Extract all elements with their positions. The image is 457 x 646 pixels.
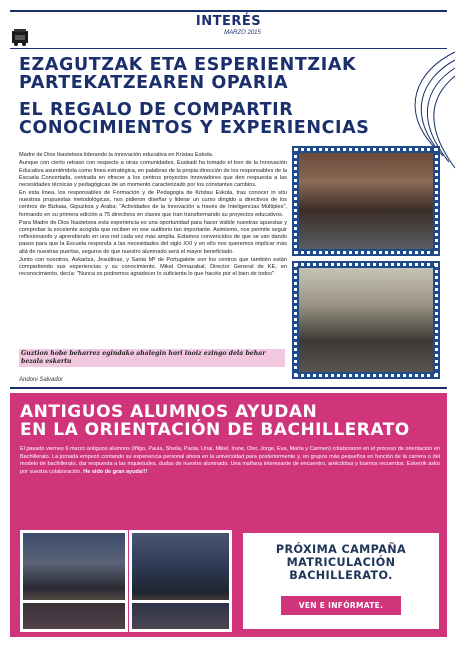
headline-spanish-line-2: CONOCIMIENTOS Y EXPERIENCIAS	[19, 118, 370, 138]
headline-basque	[19, 56, 419, 92]
alumni-photo-4	[129, 600, 232, 632]
headline-spanish-line-1: EL REGALO DE COMPARTIR	[19, 100, 294, 120]
article-paragraph: Para Madre de Dios Ikastetxea esta experiencia es una oportunidad para hacer visible nuestras apuestas y comprobar la excelente acogida que reciben en ese auditorio tan importante. Asimismo, nos permite seguir reflexionando y aprendiendo en una red cada vez más amplia. Estamos convencidos de que se van dando pasos para que la Escuela responda a las necesidades del siglo XXI y en ello nos queremos implicar más allá de nuestras puertas, seguros de que nuestro alumnado será el mayor beneficiado.	[19, 219, 287, 255]
stamp-photo-conference	[292, 146, 440, 256]
article-paragraph: En esta línea, los responsables de Formación y de Pedagogía de Kristau Eskola, tras conocer in situ nuestras propuestas metodológicas, nos pidieron diseñar y liderar un curso dirigido a directivos de los centros de Bizkaia, Gipuzkoa y Araba: "Actividades de la Innovación a través de Inteligencias Múltiples", formando en su primera edición a 75 directivos en claves que tran transformando su proyectos educativos.	[19, 190, 287, 218]
stamp-photo-audience	[292, 261, 440, 379]
campaign-line-1: PRÓXIMA CAMPAÑA	[275, 543, 407, 556]
alumni-title-line-1: ANTIGUOS ALUMNOS AYUDAN	[20, 402, 318, 422]
campaign-line-3: BACHILLERATO.	[289, 569, 393, 582]
alumni-text: El pasado viernes 6 marzo antiguos alumnos (Iñigo, Paula, Sheila, Paola, Unai, Mikel, Irune, Oier, Jorge, Eva, María y Carmen) colaboraron en el proceso de orientación en Bachillerato. La jornada empezó contando su experiencia personal ahora en la universidad para posteriormente y, en grupos más pequeños en función de la carrera o del modelo de bachillerato, dar respuesta a las inquietudes, dudas de nuestro alumnado. Una mañana interesante de encuentro, anécdotas y buenos recuerdos. Eskerrik asko por vuestra colaboración.	[20, 446, 440, 475]
alumni-photo-1	[20, 530, 128, 610]
masthead	[0, 14, 457, 36]
article-body	[19, 152, 287, 280]
stamp-perforation	[294, 148, 438, 254]
headline-basque-line-2: PARTEKATZEAREN OPARIA	[19, 73, 289, 93]
masthead-divider	[10, 48, 447, 49]
campaign-heading	[243, 543, 439, 582]
alumni-section	[10, 393, 447, 637]
masthead-title: INTERÉS	[195, 14, 262, 29]
top-divider	[10, 10, 447, 12]
article-paragraph: Madre de Dios Ikastetxea liderando la innovación educativa en Kristau Eskola.	[19, 152, 214, 158]
article-paragraph: Junto con nosotros, Askartza, Jesuitinas, y Santa Mª de Portugalete son los centros que también están compartiendo sus experiencias y su conocimiento. Mikel Ormazabal, Director General de KE, en reconocimiento, decía: "Nunca os podremos agradecer lo suficiente lo que hacéis por el bien de todos"	[19, 256, 287, 278]
alumni-photo-3	[20, 600, 128, 632]
article-author: Andoni Salvador	[19, 377, 64, 383]
masthead-date: MARZO 2015	[224, 30, 261, 36]
campaign-line-2: MATRICULACIÓN	[286, 556, 396, 569]
headline-basque-line-1: EZAGUTZAK ETA ESPERIENTZIAK	[19, 55, 357, 75]
enrollment-campaign-box	[243, 533, 439, 629]
alumni-title-line-2: EN LA ORIENTACIÓN DE BACHILLERATO	[20, 420, 410, 440]
alumni-photo-2	[129, 530, 232, 610]
info-cta-button[interactable]: VEN E INFÓRMATE.	[281, 596, 401, 615]
section-divider	[10, 387, 447, 389]
headline-spanish	[19, 101, 419, 137]
alumni-section-text	[20, 446, 440, 476]
article-paragraph: Aunque con cierto retraso con respecto a otras comunidades, Euskadi ha tomado el tren de la Innovación Educativa asumiéndola como línea estratégica, en palabras de la propia dirección de los responsables de la Escuela Concertada, centrada en ofrecer a los centros proyectos innovadores que den respuesta a las necesidades técnicas y pedagógicas de un momento caracterizado por los constantes cambios.	[19, 160, 287, 188]
pull-quote: Guztion hobe beharrez egindako ahalegin hori inoiz ezingo dela behar bezala eskertu	[19, 349, 285, 367]
alumni-text-highlight: He sido de gran ayuda!!!	[83, 468, 148, 475]
alumni-section-title	[20, 403, 410, 439]
stamp-perforation	[294, 263, 438, 377]
